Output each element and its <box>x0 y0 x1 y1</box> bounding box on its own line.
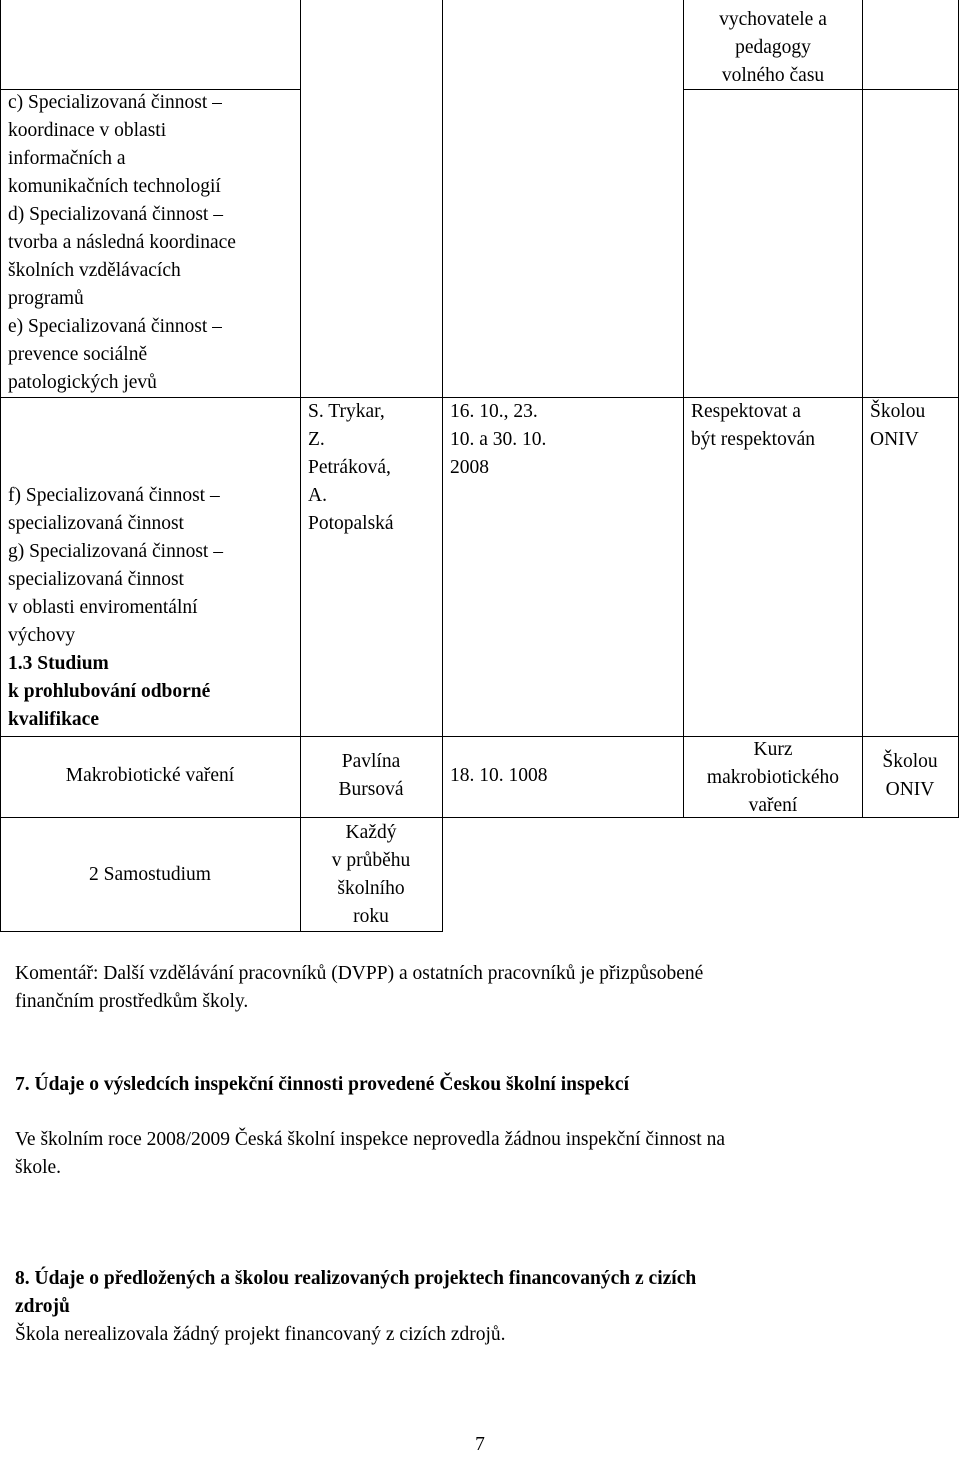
section-8-heading: 8. Údaje o předložených a školou realizovaných projektech financovaných z cizích zdrojů <box>15 1268 697 1317</box>
section-7-body: Ve školním roce 2008/2009 Česká školní inspekce neprovedla žádnou inspekční činnost na škole. <box>15 1129 725 1178</box>
table-cell: Makrobiotické vaření <box>65 765 235 786</box>
table-border <box>0 0 1 932</box>
comment-paragraph: Komentář: Další vzdělávání pracovníků (DVPP) a ostatních pracovníků je přizpůsobené finančním prostředkům školy. <box>15 963 704 1012</box>
table-border <box>958 0 959 817</box>
table-border <box>442 0 443 932</box>
table-cell: 18. 10. 1008 <box>450 765 548 786</box>
table-cell: Školou ONIV <box>882 751 938 800</box>
table-cell: 16. 10., 23. 10. a 30. 10. 2008 <box>450 401 547 478</box>
table-cell: Respektovat a být respektován <box>691 401 816 450</box>
table-cell: Kurz makrobiotického vaření <box>706 739 840 816</box>
table-cell: S. Trykar, Z. Petráková, A. Potopalská <box>308 401 394 534</box>
table-border <box>0 931 443 932</box>
section-7-heading: 7. Údaje o výsledcích inspekční činnosti provedené Českou školní inspekcí <box>15 1074 629 1095</box>
table-cell: f) Specializovaná činnost – specializovaná činnost g) Specializovaná činnost – specializovaná činnost v oblasti enviromentální výchovy 1.3 Studium k prohlubování odborné kvalifikace <box>8 485 223 730</box>
table-border <box>862 0 863 817</box>
page-number: 7 <box>475 1434 485 1455</box>
section-8-body: Škola nerealizovala žádný projekt financovaný z cizích zdrojů. <box>15 1324 506 1345</box>
table-cell: Školou ONIV <box>870 401 926 450</box>
table-cell: Pavlína Bursová <box>338 751 404 800</box>
table-border <box>683 0 684 817</box>
table-cell: 2 Samostudium <box>89 864 211 885</box>
table-cell: Každý v průběhu školního roku <box>331 822 411 927</box>
table-cell: vychovatele a pedagogy volného času <box>719 9 827 86</box>
table-cell: c) Specializovaná činnost – koordinace v oblasti informačních a komunikačních technologií d) Specializovaná činnost – tvorba a následná koordinace školních vzdělávacích programů e) Specializovaná činnost – prevence sociálně patologických jevů <box>8 92 236 393</box>
